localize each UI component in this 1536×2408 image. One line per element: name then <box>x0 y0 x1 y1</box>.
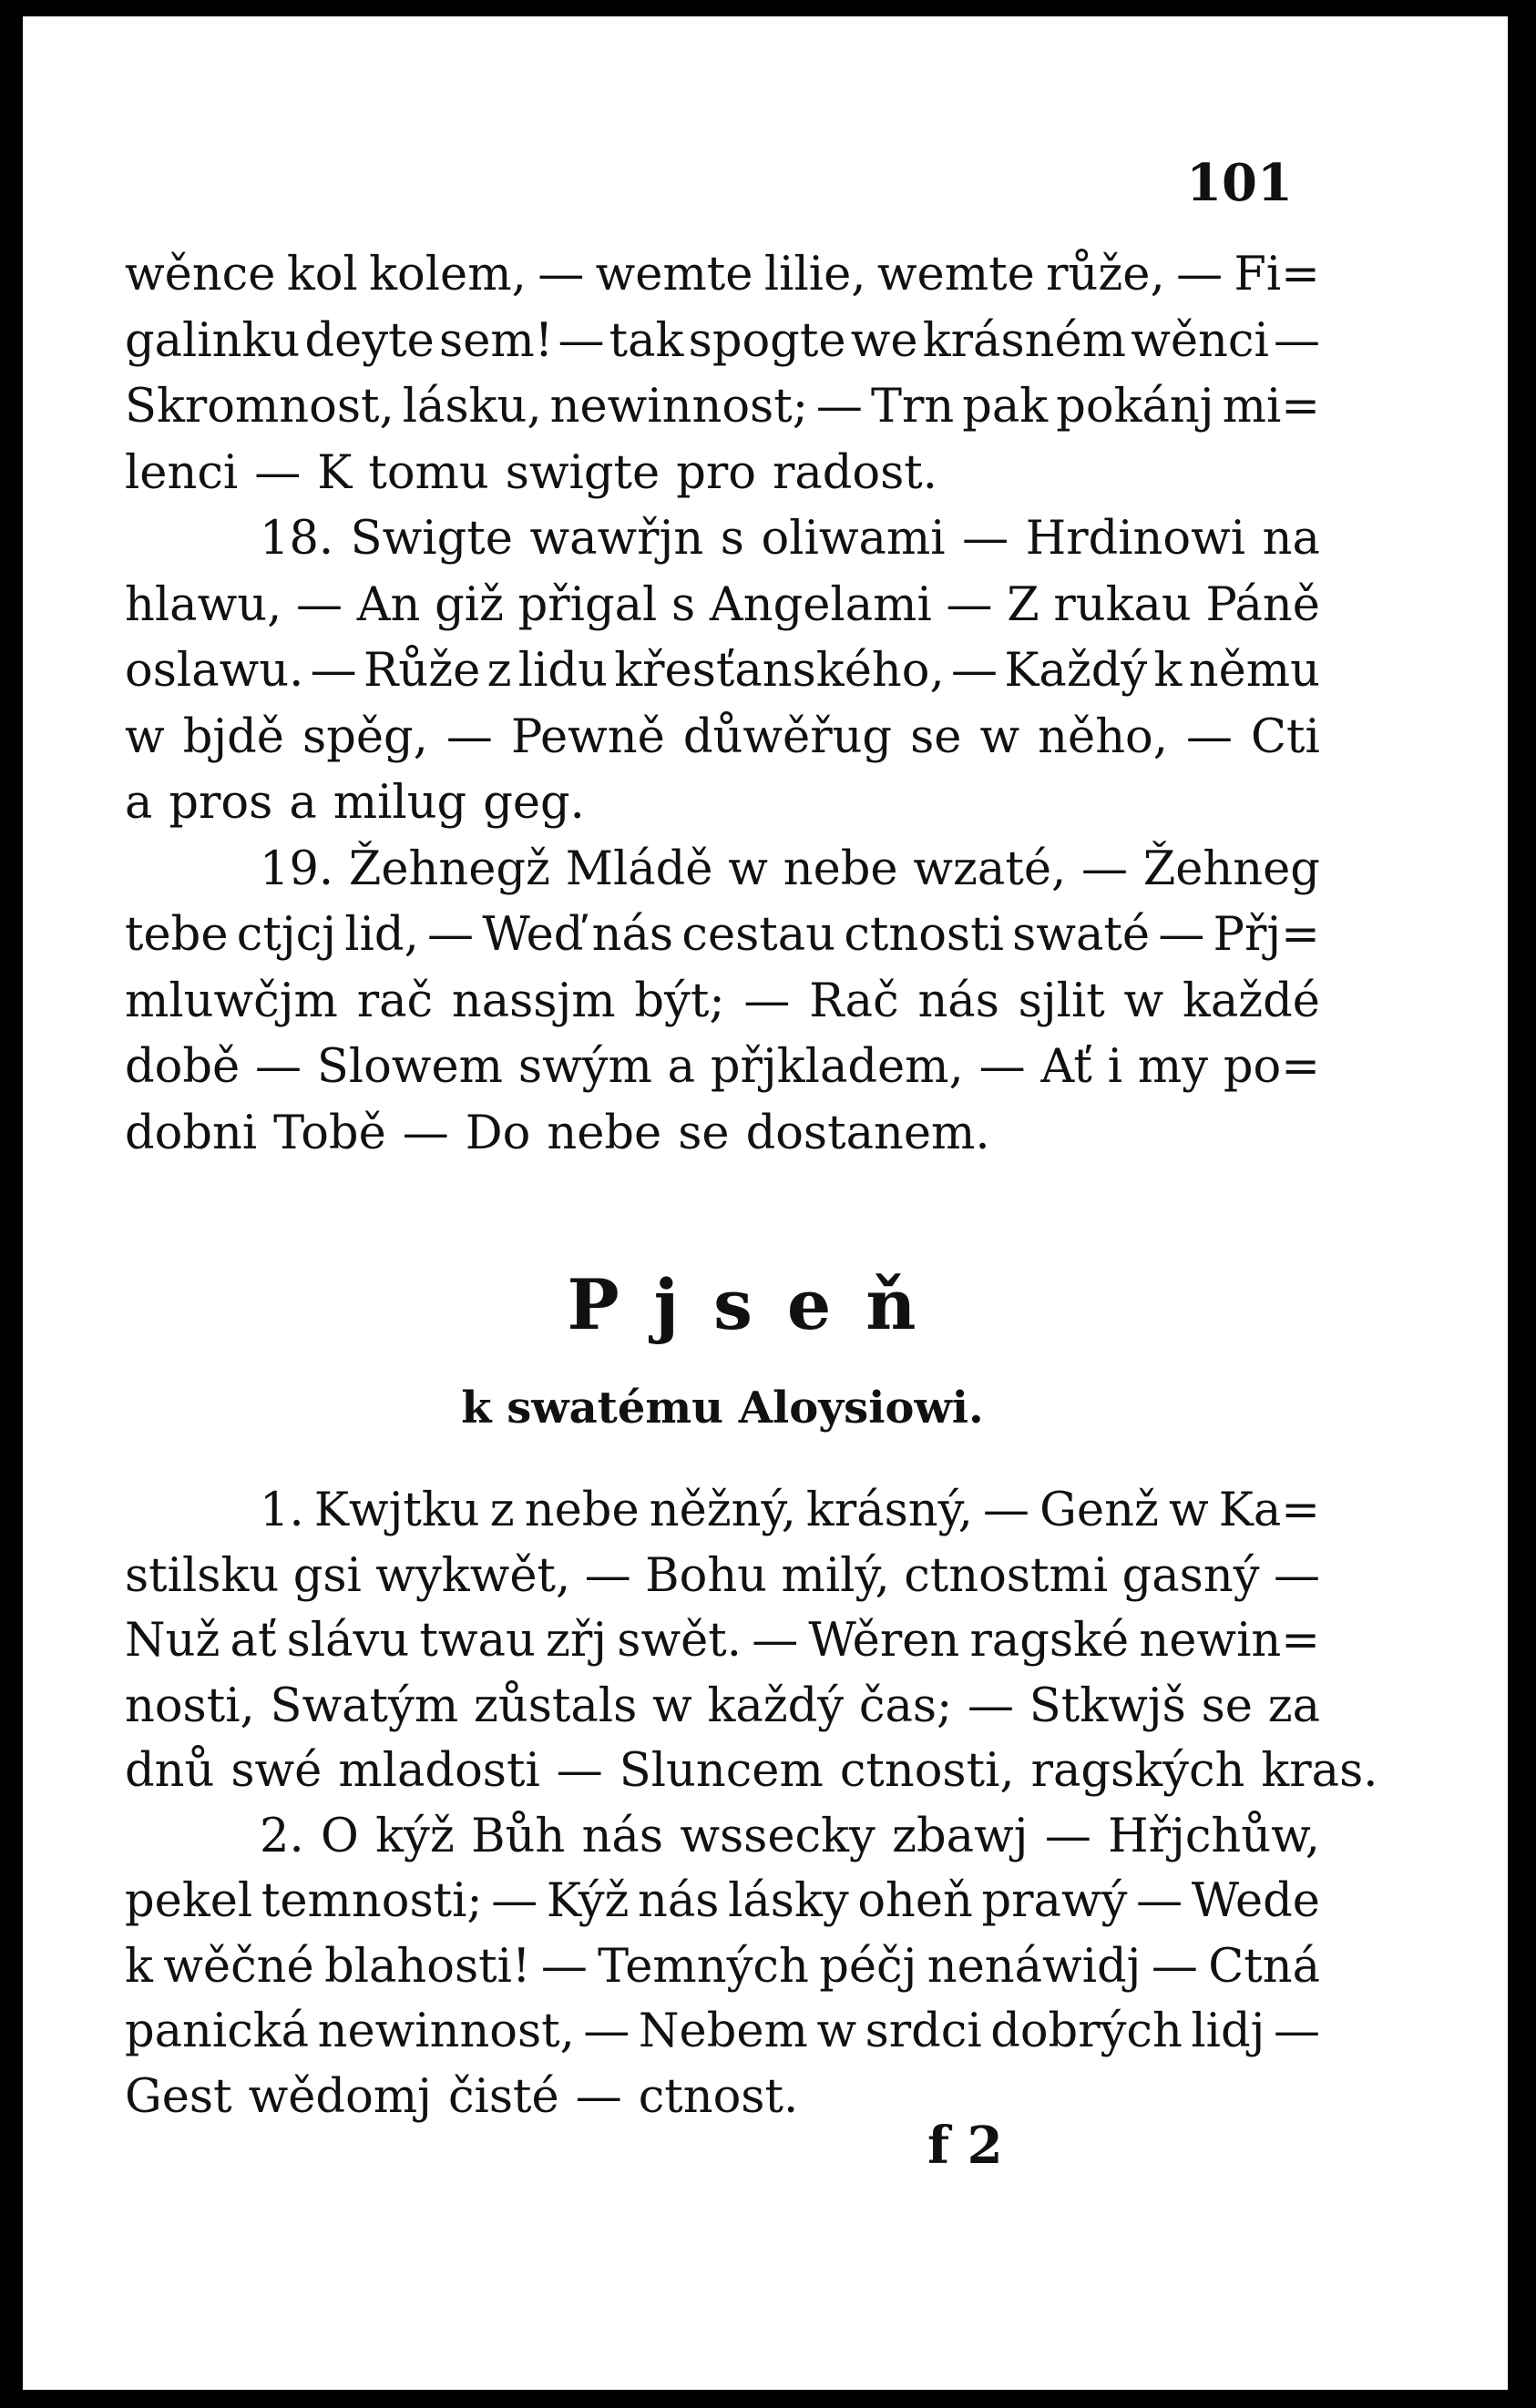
text-line: 19. Žehnegž Mládě w nebe wzaté, — Žehneg <box>260 842 1320 896</box>
text-line: Gest wědomj čisté — ctnost. <box>125 2069 799 2124</box>
text-line: a pros a milug geg. <box>125 776 585 830</box>
text-line: hlawu, — An giž přigal s Angelami — Z rukau Páně <box>125 577 1320 632</box>
text-line: nosti, Swatým zůstals w každý čas; — Stkwjš se za <box>125 1678 1320 1733</box>
text-line: w bjdě spěg, — Pewně důwěřug se w něho, — Cti <box>125 709 1320 764</box>
text-line: mluwčjm rač nassjm být; — Rač nás sjlit w každé <box>125 974 1320 1028</box>
text-line: oslawu. — Růže z lidu křesťanského, — Každý k němu <box>125 644 1320 698</box>
page-number: 101 <box>1186 153 1293 213</box>
text-line: pekel temnosti; — Kýž nás lásky oheň prawý — Wede <box>125 1874 1320 1928</box>
text-line: 1. Kwjtku z nebe něžný, krásný, — Genž w Ka= <box>260 1484 1320 1537</box>
book-page <box>23 16 1508 2390</box>
song-subtitle: k swatému Aloysiowi. <box>461 1383 984 1434</box>
text-line: Skromnost, lásku, newinnost; — Trn pak pokánj mi= <box>125 380 1320 434</box>
text-line: tebe ctjcj lid, — Weď nás cestau ctnosti swaté — Přj= <box>125 908 1320 962</box>
text-line: době — Slowem swým a přjkladem, — Ať i my po= <box>125 1040 1320 1094</box>
text-line: 2. O kýž Bůh nás wssecky zbawj — Hřjchůw, <box>260 1809 1320 1863</box>
text-line: 18. Swigte wawřjn s oliwami — Hrdinowi na <box>260 512 1320 566</box>
song-title: Pjseň <box>567 1264 951 1345</box>
text-line: Nuž ať slávu twau zřj swět. — Wěren ragské newin= <box>125 1614 1320 1668</box>
text-line: lenci — K tomu swigte pro radost. <box>125 445 937 500</box>
text-line: k wěčné blahosti! — Temných péčj nenáwidj — Ctná <box>125 1939 1320 1994</box>
text-line: dnů swé mladosti — Sluncem ctnosti, ragských kras. <box>125 1744 1378 1798</box>
text-line: galinku deyte sem! — tak spogte we krásném wěnci — <box>125 313 1320 368</box>
text-line: stilsku gsi wykwět, — Bohu milý, ctnostmi gasný — <box>125 1548 1320 1603</box>
text-line: dobni Tobě — Do nebe se dostanem. <box>125 1106 990 1160</box>
printer-signature-mark: f 2 <box>927 2116 1003 2176</box>
text-line: panická newinnost, — Nebem w srdci dobrých lidj — <box>125 2005 1320 2058</box>
text-line: wěnce kol kolem, — wemte lilie, wemte růže, — Fi= <box>125 248 1320 301</box>
